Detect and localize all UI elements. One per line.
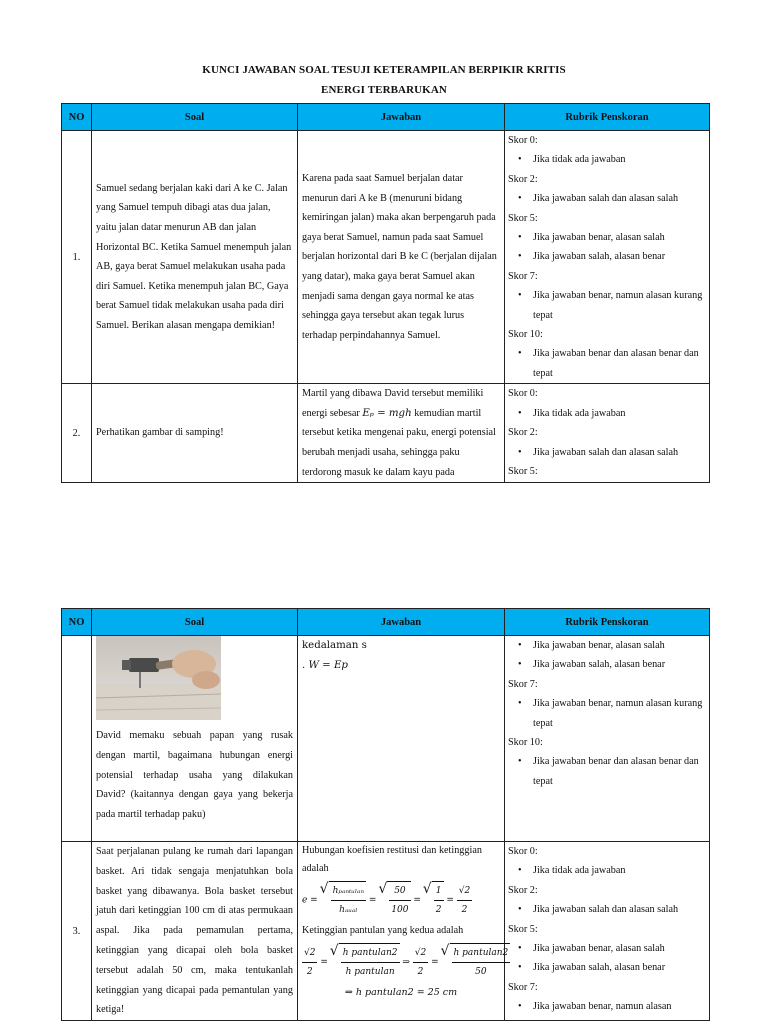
eq-num: √2 [457,882,472,901]
rubric-item: • Jika jawaban benar, alasan salah [533,939,706,958]
table-row [62,636,710,842]
rubric-item: • Jika jawaban salah dan alasan salah [533,900,706,919]
score-label: Skor 0: [508,846,538,857]
row-number: 1. [62,131,92,384]
question-text: David memaku sebuah papan yang rusak dengan martil, bagaimana hubungan energi potensial terhadap usaha yang dilakukan David? (kaitannya dengan gaya yang bekerja pada martil terhadap paku) [96,730,293,821]
eq-den: 100 [391,905,409,915]
answer-key-table-1 [61,103,710,483]
score-label: Skor 10: [508,329,543,341]
work-equation: . W = Ep [302,659,348,671]
answer-cell: Karena pada saat Samuel berjalan datar menurun dari A ke B (menuruni bidang kemiringan jalan) maka akan berpengaruh pada gaya berat Samuel, namun pada saat Samuel berjalan horizontal dari B ke C (berjalan dijalan yang datar), maka gaya berat Samuel akan menjadi sama dengan gaya normal ke atas sehingga gaya tersebut akan tegak lurus terhadap perpindahannya Samuel. [298,131,505,384]
score-label: Skor 0: [508,135,538,146]
rubric-cell [505,384,710,483]
header-soal: Soal [92,609,298,636]
answer-cell [298,384,505,483]
header-soal: Soal [92,104,298,131]
restitution-equation: e = √ $\frac{\text{hₚₐₙₜᵤₗₐₙ}}{\text{hₐᵤₐₗ}}$ = √ $\frac{50}{100}$ = √ $\frac{1}{2}$ = $\frac{√2}{2}$ [302,881,500,919]
answer-key-table-2 [61,608,710,1021]
table-row [62,131,710,384]
second-bounce-equation: $\frac{√2}{2}$ = √ $\frac{\text{h pantulan2}}{\text{h pantulan}}$ ⇒ $\frac{√2}{2}$ = √ $\frac{\text{h pantulan2}}{50}$ [302,943,500,981]
eq-den: 50 [475,967,487,977]
table-row [62,842,710,1021]
row-number: 2. [62,384,92,483]
table-header-row [62,104,710,131]
eq-e: e = [302,895,318,906]
question-cell [92,636,298,842]
hammer-nail-photo [96,636,221,720]
score-label: Skor 5: [508,465,538,477]
answer-line: kedalaman s [302,640,367,651]
header-no: NO [62,104,92,131]
score-label: Skor 2: [508,884,538,896]
eq-num: √2 [413,944,428,963]
rubric-item: • Jika jawaban salah, alasan benar [533,958,706,977]
score-label: Skor 7: [508,981,538,993]
rubric-item: • Jika tidak ada jawaban [533,150,706,169]
score-label: Skor 2: [508,427,538,439]
answer-line: Hubungan koefisien restitusi dan ketinggian adalah [302,845,482,874]
rubric-item: • Jika jawaban benar, alasan salah [533,228,706,247]
rubric-item: • Jika jawaban benar, alasan salah [533,636,706,655]
rubric-cell [505,842,710,1021]
row-number: 3. [62,842,92,1021]
table-row [62,384,710,483]
score-label: Skor 2: [508,173,538,185]
rubric-item: • Jika jawaban salah, alasan benar [533,247,706,266]
eq-den: hₐᵤₐₗ [339,905,358,915]
eq-den: h pantulan [345,967,395,977]
score-label: Skor 0: [508,388,538,400]
document-subtitle: ENERGI TERBARUKAN [321,84,447,96]
question-cell: Samuel sedang berjalan kaki dari A ke C. Jalan yang Samuel tempuh dibagi atas dua jalan, yaitu jalan datar menurun AB dan jalan Horizontal BC. Ketika Samuel menempuh jalan AB, gaya berat Samuel melakukan usaha pada diri Samuel. Ketika menempuh jalan BC, Gaya berat Samuel tidak melakukan usaha pada diri Samuel. Berikan alasan mengapa demikian! [92,131,298,384]
hammer-illustration [96,636,221,720]
eq-num: √ h pantulan2 [341,944,400,963]
score-label: Skor 7: [508,270,538,282]
score-label: Skor 10: [508,737,543,749]
rubric-cell [505,131,710,384]
rubric-item: • Jika jawaban benar dan alasan benar dan tepat [533,344,706,383]
score-label: Skor 5: [508,923,538,935]
table-header-row [62,609,710,636]
eq-num: √ h pantulan2 [452,944,511,963]
score-label: Skor 7: [508,678,538,690]
answer-cell [298,842,509,1021]
answer-text: kemudian martil tersebut ketika mengenai paku, energi potensial berubah menjadi usaha, sehingga paku terdorong masuk ke dalam kayu pada [302,407,496,478]
header-no: NO [62,609,92,636]
rubric-item: • Jika tidak ada jawaban [533,861,706,880]
eq-num: √ 50 [389,882,410,901]
header-jawaban: Jawaban [298,104,505,131]
document-title: KUNCI JAWABAN SOAL TESUJI KETERAMPILAN BERPIKIR KRITIS [202,64,566,76]
header-jawaban: Jawaban [298,609,505,636]
eq-num: √2 [302,944,317,963]
eq-den: 2 [306,966,313,977]
question-cell: Saat perjalanan pulang ke rumah dari lapangan basket. Ari tidak sengaja menjatuhkan bola basket yang dibawanya. Bola basket tersebut jatuh dari ketinggian 100 cm di atas permukaan aspal. Jika pada pemamulan pertama, ketinggian yang dicapai oleh bola basket tersebut adalah 50 cm, maka tentukanlah ketinggian yang dicapai pada pemantulan yang ketiga! [92,842,298,1021]
rubric-item: • Jika tidak ada jawaban [533,404,706,423]
eq-den: 2 [417,966,424,977]
rubric-item: • Jika jawaban benar, namun alasan [533,997,706,1016]
eq-den: 2 [435,905,442,915]
answer-cell [298,636,505,842]
question-cell: Perhatikan gambar di samping! [92,384,298,483]
eq-num: √ hₚₐₙₜᵤₗₐₙ [331,882,366,901]
eq-den: 2 [461,904,468,915]
answer-line: Ketinggian pantulan yang kedua adalah [302,925,464,936]
row-number [62,636,92,842]
energy-equation: Eₚ = mgh [362,407,412,419]
answer-text: Martil yang dibawa David tersebut memiliki energi sebesar [302,388,484,419]
header-rubrik: Rubrik Penskoran [505,609,710,636]
rubric-item: • Jika jawaban salah dan alasan salah [533,443,706,462]
rubric-item: • Jika jawaban benar dan alasan benar dan tepat [533,752,706,791]
rubric-item: • Jika jawaban benar, namun alasan kurang tepat [533,694,706,733]
score-label: Skor 5: [508,212,538,224]
rubric-item: • Jika jawaban salah, alasan benar [533,655,706,674]
eq-num: √ 1 [434,882,444,901]
rubric-item: • Jika jawaban benar, namun alasan kurang tepat [533,286,706,325]
rubric-cell [505,636,710,842]
rubric-item: • Jika jawaban salah dan alasan salah [533,189,706,208]
result-equation: ⇒ h pantulan2 = 25 cm [344,987,458,998]
header-rubrik: Rubrik Penskoran [505,104,710,131]
